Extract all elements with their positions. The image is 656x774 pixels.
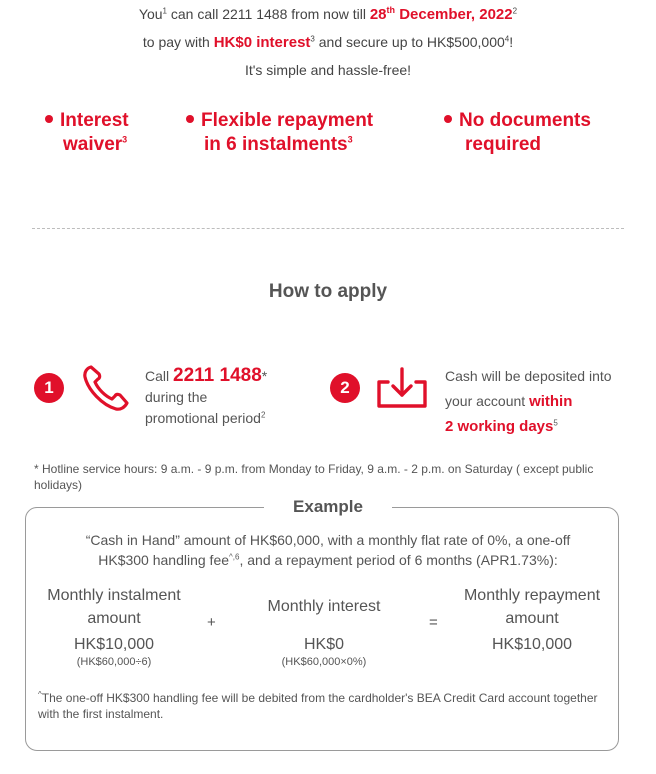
feature-interest-waiver: Interest waiver$^3$ [45,109,129,157]
bullet-icon [186,115,194,123]
monthly-interest-formula: (HK$60,000×0%) [281,656,367,668]
example-title: Example [264,497,392,517]
step-1-text: Call 2211 1488* during the promotional period$^2$ [145,365,268,426]
intro-line-2: to pay with HK$0 interest$^3$ and secure up to HK$500,000$^4$! [142,34,514,51]
equals-sign: = [429,614,438,631]
monthly-repayment-value: HK$10,000 [491,636,573,653]
step-2-text: Cash will be deposited into your account within 2 working days$^5$ [445,368,612,435]
hotline-note: * Hotline service hours: 9 a.m. - 9 p.m. from Monday to Friday, 9 a.m. - 2 p.m. on Saturday ( except public holidays) [34,462,594,492]
monthly-instalment-label: Monthly instalment amount [47,587,181,627]
intro-line-3: It's simple and hassle-free! [244,62,412,78]
step-2-badge: 2 [330,373,360,403]
example-description: “Cash in Hand” amount of HK$60,000, with a monthly flat rate of 0%, a one-off HK$300 handling fee$^{\^{},6}$, and a repayment period of 6 months (APR1.73%): [85,532,571,568]
feature-flexible-repayment: Flexible repayment in 6 instalments$^3$ [186,109,373,157]
step-1-badge: 1 [34,373,64,403]
bullet-icon [444,115,452,123]
monthly-interest-label: Monthly interest [267,598,381,615]
monthly-repayment-label: Monthly repayment amount [463,587,601,627]
bullet-icon [45,115,53,123]
handling-fee-footnote: ^The one-off HK$300 handling fee will be debited from the cardholder's BEA Credit Card account together with the first instalment. [38,690,598,721]
monthly-instalment-value: HK$10,000 [73,636,155,653]
phone-icon [80,362,132,414]
feature-no-documents: No documents required [444,109,591,157]
how-to-apply-title: How to apply [268,281,388,302]
plus-sign: + [207,614,216,631]
download-icon [374,366,430,412]
intro-line-1: You$^1$ can call 2211 1488 from now till 28th December, 2022$^2$ [138,5,518,23]
monthly-instalment-formula: (HK$60,000÷6) [76,656,152,668]
monthly-interest-value: HK$0 [303,636,345,653]
section-divider [32,228,624,229]
